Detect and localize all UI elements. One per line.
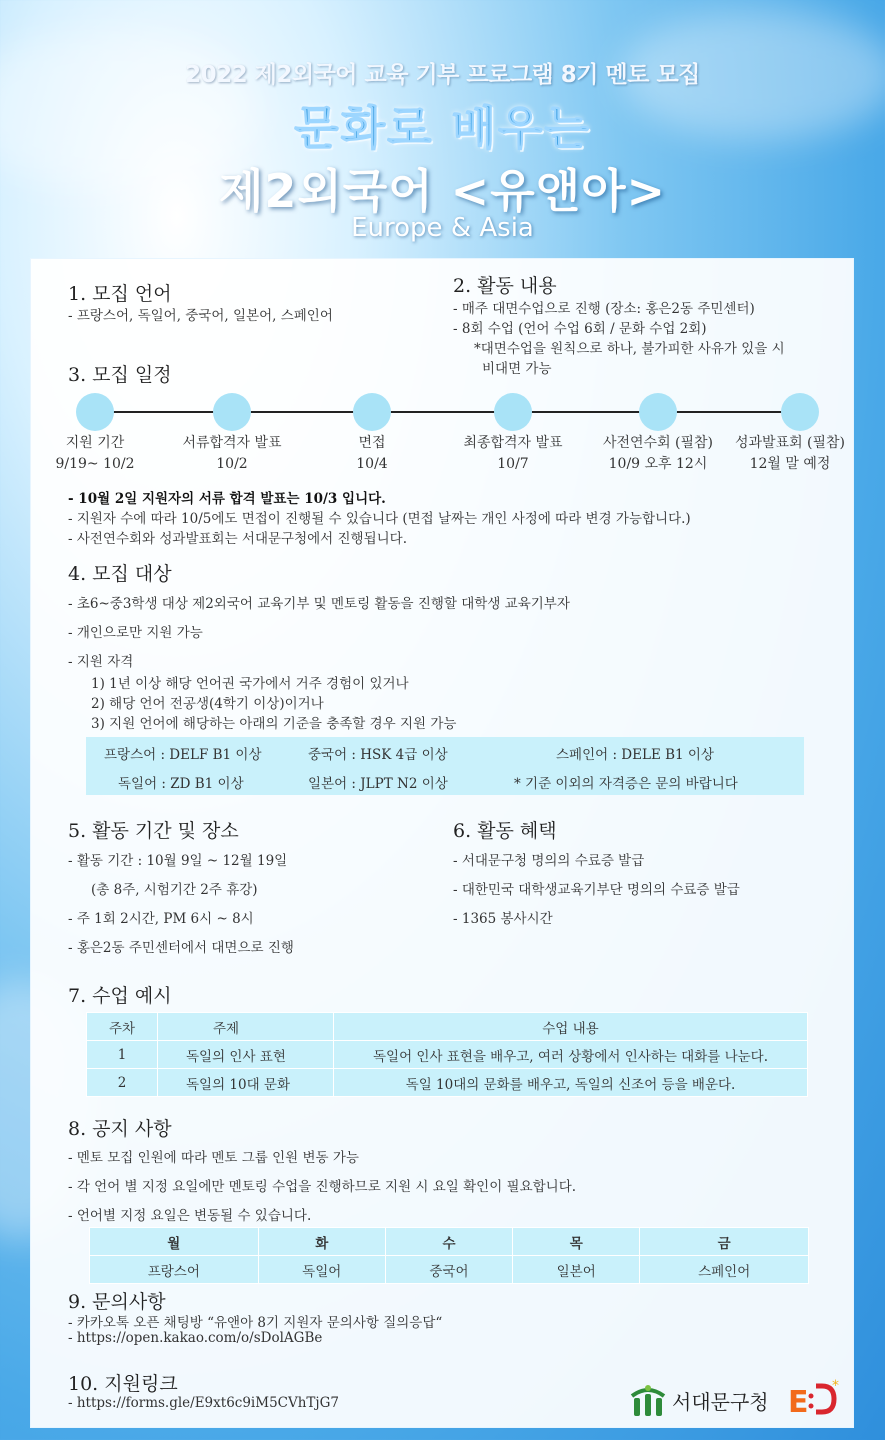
seodaemun-emblem-icon	[628, 1382, 668, 1418]
timeline-step-date: 10/9 오후 12시	[608, 456, 708, 472]
section-title-notices: 8. 공지 사항	[68, 1118, 172, 1140]
timeline-step-date: 10/2	[216, 456, 248, 472]
list-item: - 8회 수업 (언어 수업 6회 / 문화 수업 2회)	[453, 321, 707, 337]
program-subtitle: 2022 제2외국어 교육 기부 프로그램 8기 멘토 모집	[185, 62, 700, 88]
table-row	[87, 1069, 808, 1097]
list-item: - 각 언어 별 지정 요일에만 멘토링 수업을 진행하므로 지원 시 요일 확인이 필요합니다.	[68, 1179, 577, 1195]
timeline-step	[443, 433, 583, 475]
svg-text:E: E	[788, 1385, 809, 1420]
table-cell: 2	[87, 1069, 158, 1097]
timeline-step-date: 10/4	[356, 456, 388, 472]
list-item: - 개인으로만 지원 가능	[68, 625, 203, 641]
timeline-step	[588, 433, 728, 475]
schedule-note: - 사전연수회와 성과발표회는 서대문구청에서 진행됩니다.	[68, 531, 408, 547]
schedule-note: - 지원자 수에 따라 10/5에도 면접이 진행될 수 있습니다 (면접 날짜는 개인 사정에 따라 변경 가능합니다.)	[68, 511, 691, 527]
weekday-table	[89, 1227, 809, 1284]
list-item: *대면수업을 원칙으로 하나, 불가피한 사유가 있을 시	[474, 341, 785, 357]
criteria-japanese: 일본어 : JLPT N2 이상	[308, 776, 448, 792]
weekday-cell: 화	[258, 1228, 385, 1256]
list-item: - 대한민국 대학생교육기부단 명의의 수료증 발급	[453, 882, 740, 898]
criteria-spanish: 스페인어 : DELE B1 이상	[556, 747, 714, 763]
timeline-line	[95, 411, 795, 413]
timeline-step	[720, 433, 860, 475]
criteria-note: * 기준 이외의 자격증은 문의 바랍니다	[514, 776, 738, 792]
weekday-cell: 금	[640, 1228, 809, 1256]
list-item: - 주 1회 2시간, PM 6시 ~ 8시	[68, 911, 254, 927]
sub-item: 3) 지원 언어에 해당하는 아래의 기준을 충족할 경우 지원 가능	[91, 716, 457, 732]
class-example-table	[86, 1012, 808, 1097]
timeline-step	[162, 433, 302, 475]
criteria-german: 독일어 : ZD B1 이상	[118, 776, 244, 792]
timeline-dot	[353, 393, 391, 431]
timeline-step-date: 10/7	[497, 456, 529, 472]
weekday-cell: 월	[90, 1228, 259, 1256]
section-title-schedule: 3. 모집 일정	[68, 364, 172, 386]
criteria-chinese: 중국어 : HSK 4급 이상	[308, 747, 448, 763]
headline-top: 문화로 배우는	[294, 101, 591, 155]
list-item: - 멘토 모집 인원에 따라 멘토 그룹 인원 변동 가능	[68, 1150, 359, 1166]
table-header-cell: 수업 내용	[334, 1013, 808, 1041]
timeline-step-label: 성과발표회 (필참)	[734, 435, 846, 451]
list-item: - 카카오톡 오픈 채팅방 “유앤아 8기 지원자 문의사항 질의응답“	[68, 1315, 443, 1331]
table-header-row	[87, 1013, 808, 1041]
timeline-step-date: 9/19~ 10/2	[55, 456, 135, 472]
section-title-apply-link: 10. 지원링크	[68, 1373, 178, 1395]
timeline-step-label: 최종합격자 발표	[463, 435, 563, 451]
timeline-step-label: 지원 기간	[65, 435, 125, 451]
svg-text:*: *	[832, 1378, 839, 1394]
list-item: - 1365 봉사시간	[453, 911, 553, 927]
schedule-note-important: - 10월 2일 지원자의 서류 합격 발표는 10/3 입니다.	[68, 491, 386, 507]
section-title-inquiry: 9. 문의사항	[68, 1291, 166, 1313]
language-cell: 스페인어	[640, 1256, 809, 1284]
table-row	[87, 1041, 808, 1069]
list-item: - 지원 자격	[68, 654, 134, 670]
criteria-french: 프랑스어 : DELF B1 이상	[104, 747, 262, 763]
timeline-step	[302, 433, 442, 475]
language-cell: 일본어	[513, 1256, 640, 1284]
timeline-step-label: 사전연수회 (필참)	[602, 435, 714, 451]
language-cell: 중국어	[385, 1256, 512, 1284]
table-header-cell: 주차	[87, 1013, 158, 1041]
weekday-cell: 목	[513, 1228, 640, 1256]
timeline-dot	[213, 393, 251, 431]
list-item: - 서대문구청 명의의 수료증 발급	[453, 853, 645, 869]
timeline-step-label: 서류합격자 발표	[182, 435, 282, 451]
list-item: - 언어별 지정 요일은 변동될 수 있습니다.	[68, 1208, 312, 1224]
section-title-class-example: 7. 수업 예시	[68, 985, 172, 1007]
apply-link[interactable]: - https://forms.gle/E9xt6c9iM5CVhTjG7	[68, 1395, 339, 1411]
kakao-link[interactable]: - https://open.kakao.com/o/sDolAGBe	[68, 1330, 323, 1346]
section-title-activities: 2. 활동 내용	[453, 275, 557, 297]
section-title-eligibility: 4. 모집 대상	[68, 563, 172, 585]
section-title-languages: 1. 모집 언어	[68, 283, 172, 305]
timeline-dot	[76, 393, 114, 431]
table-cell: 1	[87, 1041, 158, 1069]
ed-logo-icon	[786, 1378, 842, 1422]
table-cell: 독일 10대의 문화를 배우고, 독일의 신조어 등을 배운다.	[334, 1069, 808, 1097]
list-item: - 매주 대면수업으로 진행 (장소: 홍은2동 주민센터)	[453, 301, 755, 317]
headline-main: 제2외국어 <유앤아>	[218, 164, 667, 218]
weekday-cell: 수	[385, 1228, 512, 1256]
weekday-header-row	[90, 1228, 809, 1256]
section-title-period: 5. 활동 기간 및 장소	[68, 820, 239, 842]
section-title-benefits: 6. 활동 혜택	[453, 820, 557, 842]
ed-logo	[786, 1378, 842, 1426]
seodaemun-logo	[628, 1382, 769, 1422]
timeline-dot	[494, 393, 532, 431]
list-item: 비대면 가능	[482, 361, 552, 377]
sub-item: 2) 해당 언어 전공생(4학기 이상)이거나	[91, 696, 324, 712]
table-cell: 독일의 10대 문화	[158, 1069, 334, 1097]
list-item: - 초6~중3학생 대상 제2외국어 교육기부 및 멘토링 활동을 진행할 대학생 교육기부자	[68, 596, 570, 612]
list-item: (총 8주, 시험기간 2주 휴강)	[91, 882, 258, 898]
table-cell: 독일어 인사 표현을 배우고, 여러 상황에서 인사하는 대화를 나눈다.	[334, 1041, 808, 1069]
timeline-dot	[781, 393, 819, 431]
language-cell: 독일어	[258, 1256, 385, 1284]
timeline-dot	[639, 393, 677, 431]
timeline-step-label: 면접	[358, 435, 386, 451]
weekday-language-row	[90, 1256, 809, 1284]
table-cell: 독일의 인사 표현	[158, 1041, 334, 1069]
timeline-step-date: 12월 말 예정	[749, 456, 831, 472]
table-header-cell: 주제	[158, 1013, 334, 1041]
content-panel	[30, 258, 854, 1428]
timeline-step	[25, 433, 165, 475]
list-item: - 홍은2동 주민센터에서 대면으로 진행	[68, 940, 294, 956]
headline-english: Europe & Asia	[351, 213, 534, 243]
seodaemun-name: 서대문구청	[672, 1390, 769, 1414]
list-item: - 활동 기간 : 10월 9일 ~ 12월 19일	[68, 853, 288, 869]
list-item: - 프랑스어, 독일어, 중국어, 일본어, 스페인어	[68, 308, 333, 324]
sub-item: 1) 1년 이상 해당 언어권 국가에서 거주 경험이 있거나	[91, 676, 409, 692]
language-cell: 프랑스어	[90, 1256, 259, 1284]
